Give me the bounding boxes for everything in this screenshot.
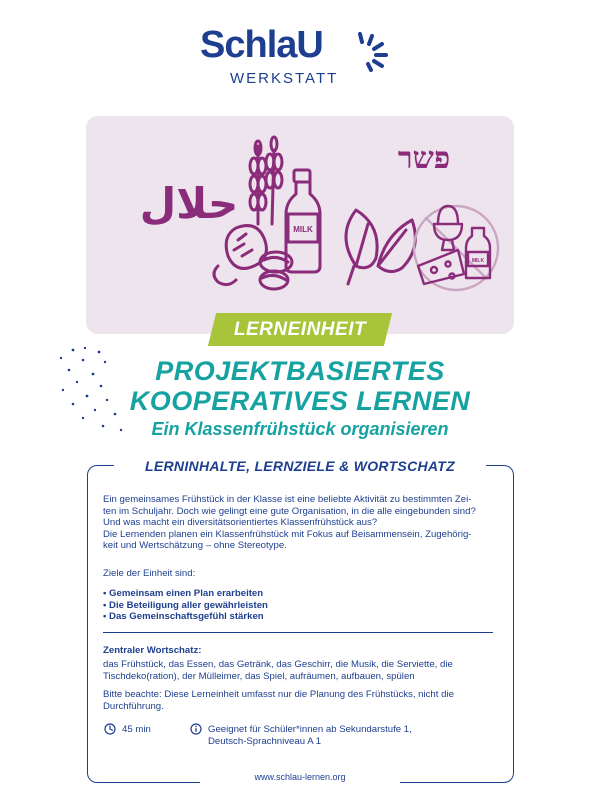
suitability-text (208, 724, 488, 748)
info-icon (190, 723, 202, 735)
small-milk-label: MILK (471, 258, 485, 264)
cheese-icon (418, 250, 464, 284)
halal-label: حلال (139, 179, 239, 228)
goals-list (103, 588, 503, 623)
intro-line: ten im Schuljahr. Doch wie gelingt eine gute Organisation, in die alle eingebunden sind? (103, 505, 476, 517)
note-line: Bitte beachte: Diese Lerneinheit umfasst nur die Planung des Frühstücks, nicht die (103, 689, 454, 700)
note-line: Durchführung. (103, 700, 164, 712)
goal-item: • Gemeinsam einen Plan erarbeiten (103, 588, 264, 599)
vocab-heading: Zentraler Wortschatz: (103, 645, 202, 656)
note-text (103, 689, 503, 712)
suitability-line: Deutsch-Sprachniveau A 1 (208, 736, 322, 747)
hero-illustration (86, 116, 514, 334)
title-line-2: KOOPERATIVES LERNEN (129, 386, 471, 416)
duration-text: 45 min (122, 724, 151, 735)
vocab-line: Tischdeko(ration), der Mülleimer, das Spiel, aufräumen, aufbauen, spülen (103, 670, 415, 682)
intro-line: keit und Wertschätzung – ohne Stereotype. (103, 540, 287, 552)
wheat-icon (250, 137, 282, 224)
food-illustration (86, 116, 514, 334)
content-box-heading: LERNINHALTE, LERNZIELE & WORTSCHATZ (114, 454, 486, 478)
logo (200, 24, 400, 94)
goal-item: • Die Beteiligung aller gewährleisten (103, 599, 268, 611)
intro-line: Und was macht ein diversitätsorientiertes Klassenfrühstück aus? (103, 517, 378, 529)
suitability-line: Geeignet für Schüler*innen ab Sekundarstufe 1, (208, 724, 412, 735)
logo-wordmark: SchlaU (200, 24, 323, 66)
divider (103, 632, 493, 633)
clock-icon (104, 723, 116, 735)
intro-line: Ein gemeinsames Frühstück in der Klasse ist eine beliebte Aktivität zu bestimmten Zei- (103, 494, 472, 505)
milk-bottle-label: MILK (293, 225, 313, 234)
vocab-line: das Frühstück, das Essen, das Getränk, das Geschirr, die Musik, die Serviette, die (103, 659, 453, 670)
subtitle: Ein Klassenfrühstück organisieren (151, 419, 449, 439)
goal-item: • Das Gemeinschaftsgefühl stärken (103, 611, 264, 623)
footer-url[interactable]: www.schlau-lernen.org (200, 769, 400, 785)
intro-text (103, 494, 503, 552)
kosher-label: פשר (397, 141, 451, 176)
sun-rays-icon (354, 30, 394, 72)
no-animal-products-icon (414, 206, 498, 290)
goals-heading: Ziele der Einheit sind: (103, 568, 196, 579)
peanut-icon (214, 226, 292, 289)
egg-cup-icon (434, 206, 462, 250)
title-line-1: PROJEKTBASIERTES (155, 356, 445, 386)
logo-subtitle: WERKSTATT (230, 70, 339, 87)
vocab-text (103, 659, 503, 682)
intro-line: Die Lernenden planen ein Klassenfrühstück mit Fokus auf Beisammensein, Zugehörig- (103, 528, 472, 540)
leaf-icon (346, 210, 415, 284)
lesson-badge: LERNEINHEIT (233, 319, 367, 340)
